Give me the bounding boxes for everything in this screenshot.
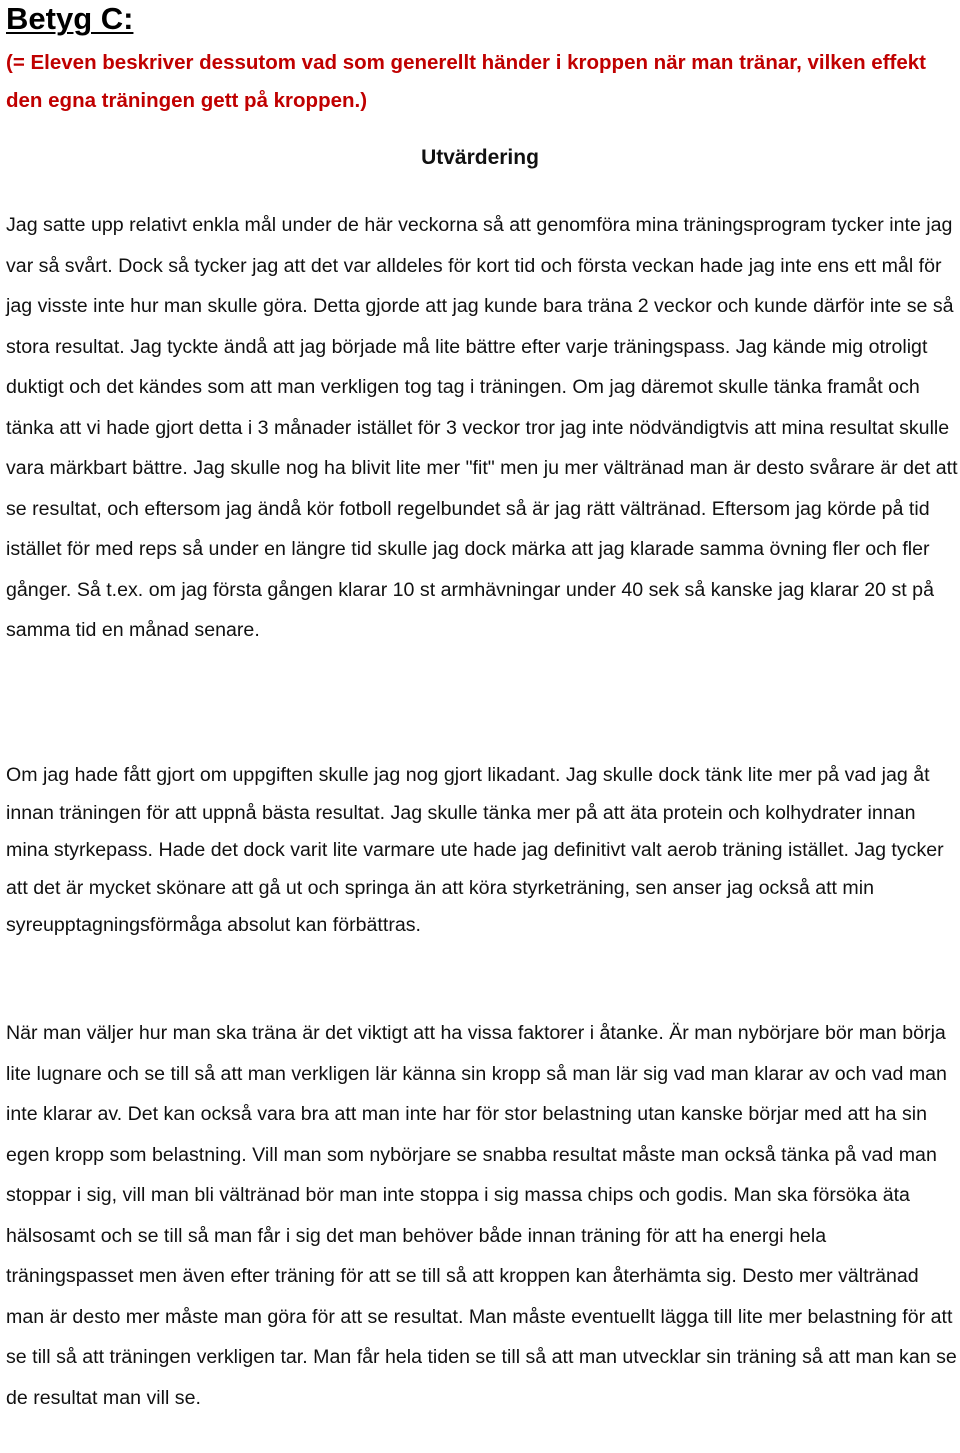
section-title: Utvärdering xyxy=(421,146,539,169)
evaluation-paragraph-3: När man väljer hur man ska träna är det viktigt att ha vissa faktorer i åtanke. Är man nybörjare bör man börja lite lugnare och se till så att man verkligen lär känna sin kropp så man lär sig vad man klarar av och vad man inte klarar av. Det kan också vara bra att man inte har för stor belastning utan kanske börjar med att ha sin egen kropp som belastning. Vill man som nybörjare se snabba resultat måste man också tänka på vad man stoppar i sig, vill man bli vältränad bör man inte stoppa i sig massa chips och godis. Man ska försöka äta hälsosamt och se till så man får i sig det man behöver både innan träning för att ha energi hela träningspasset men även efter träning för att se till så att kroppen kan återhämta sig. Desto mer vältränad man är desto mer måste man göra för att se resultat. Man måste eventuellt lägga till lite mer belastning för att se till så att träningen verkligen tar. Man får hela tiden se till så att man utvecklar sin träning så att man kan se de resultat man vill se. xyxy=(6,1022,957,1409)
evaluation-paragraph-1: Jag satte upp relativt enkla mål under de här veckorna så att genomföra mina träningsprogram tycker inte jag var så svårt. Dock så tycker jag att det var alldeles för kort tid och första veckan hade jag inte ens ett mål för jag visste inte hur man skulle göra. Detta gjorde att jag kunde bara träna 2 veckor och kunde därför inte se så stora resultat. Jag tyckte ändå att jag började må lite bättre efter varje träningspass. Jag kände mig otroligt duktigt och det kändes som att man verkligen tog tag i träningen. Om jag däremot skulle tänka framåt och tänka att vi hade gjort detta i 3 månader istället för 3 veckor tror jag inte nödvändigtvis att mina resultat skulle vara märkbart bättre. Jag skulle nog ha blivit lite mer "fit" men ju mer vältränad man är desto svårare är det att se resultat, och eftersom jag ändå kör fotboll regelbundet så är jag rätt vältränad. Eftersom jag körde på tid istället för med reps så under en längre tid skulle jag dock märka att jag klarade samma övning fler och fler gånger. Så t.ex. om jag första gången klarar 10 st armhävningar under 40 sek så kanske jag klarar 20 st på samma tid en månad senare. xyxy=(6,214,958,641)
grade-heading: Betyg C: xyxy=(6,1,134,36)
evaluation-paragraph-2: Om jag hade fått gjort om uppgiften skulle jag nog gjort likadant. Jag skulle dock tänk lite mer på vad jag åt innan träningen för att uppnå bästa resultat. Jag skulle tänka mer på att äta protein och kolhydrater innan mina styrkepass. Hade det dock varit lite varmare ute hade jag definitivt valt aerob träning istället. Jag tycker att det är mycket skönare att gå ut och springa än att köra styrketräning, sen anser jag också att min syreupptagningsförmåga absolut kan förbättras. xyxy=(6,764,944,936)
grade-criteria-note: (= Eleven beskriver dessutom vad som generellt händer i kroppen när man tränar, vilken effekt den egna träningen gett på kroppen.) xyxy=(6,51,926,112)
